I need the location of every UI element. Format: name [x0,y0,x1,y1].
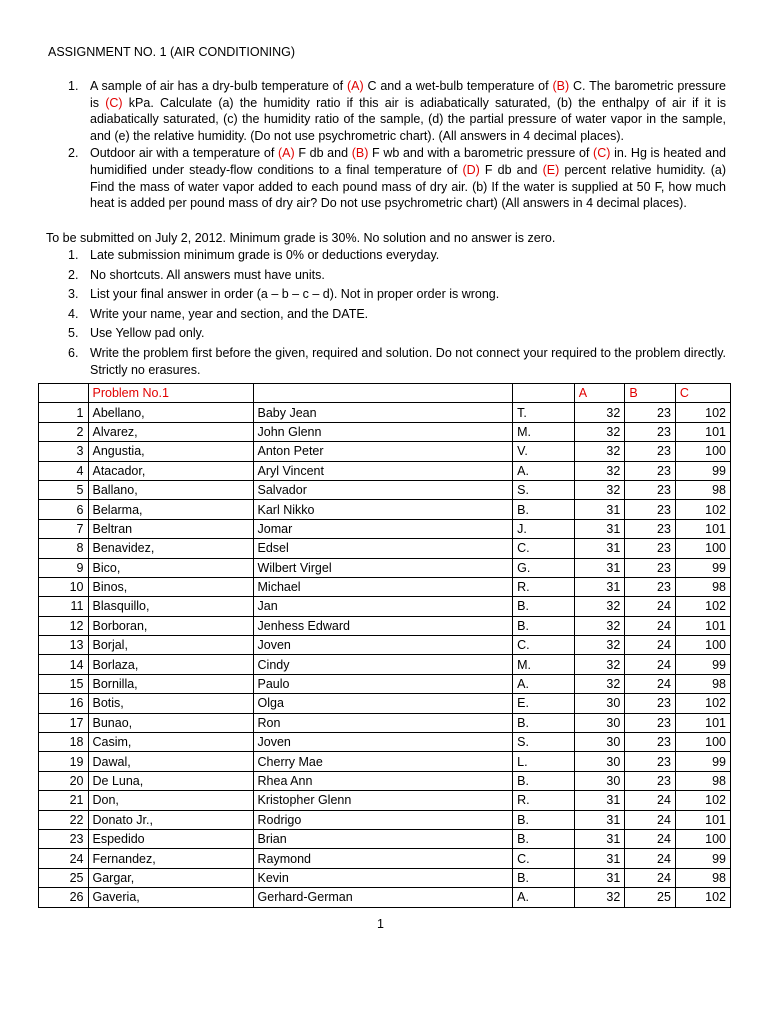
page-number: 1 [377,917,384,931]
value-b-cell: 24 [625,829,676,848]
first-name-cell: Salvador [253,480,513,499]
row-number-cell: 18 [39,733,89,752]
table-row [39,558,731,577]
row-number-cell: 11 [39,597,89,616]
last-name-cell: Alvarez, [88,422,253,441]
first-name-cell: Michael [253,577,513,596]
variable-b: (B) [351,146,369,161]
table-row [39,519,731,538]
value-a-cell: 31 [574,810,625,829]
value-c-cell: 102 [675,403,730,422]
row-number-cell: 9 [39,558,89,577]
rule-item [46,286,726,303]
row-number-cell: 15 [39,674,89,693]
table-row [39,616,731,635]
value-a-cell: 32 [574,597,625,616]
value-a-cell: 32 [574,442,625,461]
middle-initial-cell: B. [513,597,575,616]
table-row [39,713,731,732]
value-a-cell: 32 [574,636,625,655]
value-b-cell: 25 [625,888,676,907]
value-a-cell: 31 [574,829,625,848]
table-row [39,577,731,596]
table-row [39,752,731,771]
first-name-cell: Jomar [253,519,513,538]
value-c-cell: 98 [675,577,730,596]
first-name-cell: Paulo [253,674,513,693]
value-b-cell: 24 [625,868,676,887]
last-name-cell: Don, [88,791,253,810]
middle-initial-cell: S. [513,480,575,499]
last-name-cell: Atacador, [88,461,253,480]
last-name-cell: Gaveria, [88,888,253,907]
rules-list [46,247,726,381]
value-c-cell: 100 [675,539,730,558]
row-number-cell: 14 [39,655,89,674]
value-b-cell: 23 [625,752,676,771]
value-a-cell: 30 [574,771,625,790]
rule-item [46,306,726,323]
value-a-cell: 32 [574,461,625,480]
problem-text: F wb and with a barometric pressure of [368,146,594,161]
row-number-cell: 26 [39,888,89,907]
first-name-cell: Karl Nikko [253,500,513,519]
middle-initial-cell: B. [513,829,575,848]
value-c-cell: 98 [675,480,730,499]
row-number-cell: 21 [39,791,89,810]
value-c-cell: 98 [675,674,730,693]
value-a-cell: 32 [574,616,625,635]
rule-text: Late submission minimum grade is 0% or deductions everyday. [90,248,440,262]
value-c-cell: 100 [675,733,730,752]
value-c-cell: 99 [675,849,730,868]
last-name-cell: Bunao, [88,713,253,732]
value-b-cell: 24 [625,849,676,868]
first-name-cell: Anton Peter [253,442,513,461]
value-c-cell: 102 [675,500,730,519]
value-a-cell: 31 [574,868,625,887]
value-a-cell: 30 [574,713,625,732]
value-c-cell: 102 [675,694,730,713]
row-number-cell: 13 [39,636,89,655]
last-name-cell: Fernandez, [88,849,253,868]
table-row [39,461,731,480]
last-name-cell: De Luna, [88,771,253,790]
table-row [39,829,731,848]
problem-text: F db and [479,162,543,177]
problem-text: C and a wet-bulb temperature of [363,79,553,93]
rule-text: Use Yellow pad only. [90,326,205,341]
middle-initial-cell: J. [513,519,575,538]
last-name-cell: Angustia, [88,442,253,461]
value-a-cell: 32 [574,888,625,907]
first-name-cell: Gerhard-German [253,888,513,907]
value-b-cell: 23 [625,713,676,732]
problem-text: percent relative humidity. (a) Find the mass of water vapor added to each pound mass of dry air. (b) If the water is supplied at 50 F, how much heat is added per pound mass of dry air? Do not use psychrometric chart) (All answers in 4 decimal places). [90,162,726,211]
problem-text: in. Hg is heated and humidified under steady-flow conditions to a final temperature of [90,146,726,177]
rule-item [46,247,726,264]
value-a-cell: 32 [574,422,625,441]
value-a-cell: 31 [574,791,625,810]
value-c-cell: 99 [675,558,730,577]
value-c-cell: 102 [675,791,730,810]
table-row [39,655,731,674]
header-first-name-cell [253,384,513,403]
middle-initial-cell: B. [513,868,575,887]
table-row [39,810,731,829]
value-a-cell: 32 [574,480,625,499]
value-b-cell: 24 [625,791,676,810]
problem-text: Outdoor air with a temperature of [90,146,278,161]
table-row [39,733,731,752]
row-number-cell: 20 [39,771,89,790]
row-number-cell: 3 [39,442,89,461]
middle-initial-cell: R. [513,791,575,810]
first-name-cell: Ron [253,713,513,732]
first-name-cell: Kevin [253,868,513,887]
value-c-cell: 101 [675,616,730,635]
last-name-cell: Bico, [88,558,253,577]
value-b-cell: 23 [625,519,676,538]
middle-initial-cell: V. [513,442,575,461]
middle-initial-cell: A. [513,461,575,480]
value-a-cell: 30 [574,694,625,713]
value-c-cell: 101 [675,519,730,538]
middle-initial-cell: E. [513,694,575,713]
value-a-cell: 31 [574,577,625,596]
middle-initial-cell: B. [513,500,575,519]
table-row [39,791,731,810]
first-name-cell: Olga [253,694,513,713]
value-c-cell: 101 [675,810,730,829]
value-a-cell: 31 [574,519,625,538]
value-a-cell: 30 [574,752,625,771]
last-name-cell: Bornilla, [88,674,253,693]
table-row [39,403,731,422]
value-c-cell: 98 [675,771,730,790]
value-b-cell: 23 [625,442,676,461]
last-name-cell: Gargar, [88,868,253,887]
assignment-title: ASSIGNMENT NO. 1 (AIR CONDITIONING) [48,45,296,59]
row-number-cell: 4 [39,461,89,480]
value-b-cell: 23 [625,733,676,752]
rule-number: 2. [68,267,79,282]
middle-initial-cell: G. [513,558,575,577]
value-b-cell: 23 [625,461,676,480]
problem-text: C. The barometric pressure is [90,79,726,110]
middle-initial-cell: M. [513,655,575,674]
middle-initial-cell: B. [513,771,575,790]
value-a-cell: 31 [574,849,625,868]
rule-item [46,325,726,342]
value-b-cell: 23 [625,577,676,596]
problem-text: A sample of air has a dry-bulb temperature of [90,79,347,93]
value-a-cell: 31 [574,558,625,577]
rule-number: 1. [68,248,79,262]
last-name-cell: Beltran [88,519,253,538]
value-a-cell: 32 [574,674,625,693]
row-number-cell: 12 [39,616,89,635]
last-name-cell: Botis, [88,694,253,713]
middle-initial-cell: B. [513,810,575,829]
problem-item-2 [46,145,726,211]
row-number-cell: 7 [39,519,89,538]
value-c-cell: 100 [675,636,730,655]
value-b-cell: 24 [625,636,676,655]
problem-text: kPa. Calculate (a) the humidity ratio if this air is adiabatically saturated, (b) the enthalpy of air if it is adiabatically saturated, (c) the humidity ratio of the sample, (d) the partial pressure of water vapor in the sample, and (e) the relative humidity. (Do not use psychrometric chart). (All answers in 4 decimal places). [90,95,727,143]
variable-a: (A) [346,79,364,93]
first-name-cell: Cindy [253,655,513,674]
middle-initial-cell: L. [513,752,575,771]
row-number-cell: 24 [39,849,89,868]
variable-c: (C) [105,95,123,110]
student-roster-table [38,383,731,908]
value-b-cell: 23 [625,558,676,577]
variable-b: (B) [552,79,570,93]
row-number-cell: 2 [39,422,89,441]
variable-c: (C) [593,146,611,161]
last-name-cell: Binos, [88,577,253,596]
row-number-cell: 1 [39,403,89,422]
value-a-cell: 31 [574,500,625,519]
rule-number: 5. [68,326,79,341]
value-a-cell: 30 [574,733,625,752]
last-name-cell: Donato Jr., [88,810,253,829]
first-name-cell: Kristopher Glenn [253,791,513,810]
middle-initial-cell: T. [513,403,575,422]
first-name-cell: Edsel [253,539,513,558]
rule-text: Write your name, year and section, and the DATE. [90,306,369,321]
last-name-cell: Blasquillo, [88,597,253,616]
table-row [39,422,731,441]
middle-initial-cell: C. [513,849,575,868]
last-name-cell: Ballano, [88,480,253,499]
value-a-cell: 32 [574,655,625,674]
variable-e: (E) [542,162,560,177]
value-b-cell: 24 [625,597,676,616]
table-row [39,888,731,907]
value-c-cell: 99 [675,752,730,771]
last-name-cell: Dawal, [88,752,253,771]
rule-number: 3. [68,287,79,302]
value-b-cell: 23 [625,694,676,713]
table-row [39,442,731,461]
last-name-cell: Borjal, [88,636,253,655]
value-b-cell: 24 [625,674,676,693]
row-number-cell: 8 [39,539,89,558]
middle-initial-cell: B. [513,616,575,635]
value-b-cell: 24 [625,655,676,674]
row-number-cell: 5 [39,480,89,499]
value-c-cell: 100 [675,829,730,848]
table-row [39,694,731,713]
first-name-cell: Joven [253,636,513,655]
value-b-cell: 23 [625,771,676,790]
last-name-cell: Belarma, [88,500,253,519]
problem-list [46,78,726,213]
value-c-cell: 102 [675,888,730,907]
first-name-cell: Jenhess Edward [253,616,513,635]
value-c-cell: 99 [675,461,730,480]
middle-initial-cell: S. [513,733,575,752]
rule-item [46,345,726,378]
value-a-cell: 31 [574,539,625,558]
problem-number: 2. [68,146,79,161]
table-row [39,674,731,693]
rule-text: List your final answer in order (a – b – c – d). Not in proper order is wrong. [90,287,500,302]
header-initial-cell [513,384,575,403]
value-c-cell: 100 [675,442,730,461]
rule-number: 4. [68,306,79,321]
value-c-cell: 99 [675,655,730,674]
first-name-cell: Wilbert Virgel [253,558,513,577]
header-number-cell [39,384,89,403]
first-name-cell: Rodrigo [253,810,513,829]
table-row [39,849,731,868]
first-name-cell: Raymond [253,849,513,868]
row-number-cell: 23 [39,829,89,848]
middle-initial-cell: C. [513,636,575,655]
table-header-row [39,384,731,403]
table-row [39,539,731,558]
first-name-cell: Joven [253,733,513,752]
row-number-cell: 22 [39,810,89,829]
value-b-cell: 24 [625,616,676,635]
first-name-cell: Baby Jean [253,403,513,422]
last-name-cell: Borlaza, [88,655,253,674]
middle-initial-cell: M. [513,422,575,441]
value-b-cell: 23 [625,500,676,519]
value-b-cell: 23 [625,422,676,441]
table-row [39,868,731,887]
first-name-cell: Jan [253,597,513,616]
value-c-cell: 101 [675,422,730,441]
problem-item-1 [46,78,726,144]
table-row [39,480,731,499]
table-row [39,771,731,790]
header-col-b: B [625,384,676,403]
first-name-cell: Cherry Mae [253,752,513,771]
value-b-cell: 24 [625,810,676,829]
rule-item [46,267,726,284]
value-b-cell: 23 [625,403,676,422]
middle-initial-cell: A. [513,674,575,693]
header-problem-label: Problem No.1 [88,384,253,403]
rule-number: 6. [68,345,79,360]
value-b-cell: 23 [625,539,676,558]
header-col-a: A [574,384,625,403]
middle-initial-cell: C. [513,539,575,558]
first-name-cell: John Glenn [253,422,513,441]
middle-initial-cell: B. [513,713,575,732]
value-a-cell: 32 [574,403,625,422]
value-c-cell: 98 [675,868,730,887]
value-c-cell: 101 [675,713,730,732]
last-name-cell: Casim, [88,733,253,752]
problem-text: F db and [294,146,352,161]
submission-note: To be submitted on July 2, 2012. Minimum grade is 30%. No solution and no answer is zero. [46,231,556,245]
table-row [39,636,731,655]
last-name-cell: Borboran, [88,616,253,635]
rule-text: Write the problem first before the given, required and solution. Do not connect your required to the problem directly. Strictly no erasures. [90,345,726,377]
value-c-cell: 102 [675,597,730,616]
row-number-cell: 19 [39,752,89,771]
row-number-cell: 6 [39,500,89,519]
last-name-cell: Abellano, [88,403,253,422]
middle-initial-cell: R. [513,577,575,596]
roster-body [39,403,731,907]
problem-number: 1. [68,79,79,93]
table-row [39,500,731,519]
rule-text: No shortcuts. All answers must have units. [90,267,325,282]
row-number-cell: 17 [39,713,89,732]
variable-d: (D) [462,162,480,177]
row-number-cell: 16 [39,694,89,713]
table-row [39,597,731,616]
variable-a: (A) [278,146,295,161]
row-number-cell: 25 [39,868,89,887]
first-name-cell: Rhea Ann [253,771,513,790]
first-name-cell: Aryl Vincent [253,461,513,480]
first-name-cell: Brian [253,829,513,848]
value-b-cell: 23 [625,480,676,499]
header-col-c: C [675,384,730,403]
last-name-cell: Espedido [88,829,253,848]
last-name-cell: Benavidez, [88,539,253,558]
row-number-cell: 10 [39,577,89,596]
middle-initial-cell: A. [513,888,575,907]
